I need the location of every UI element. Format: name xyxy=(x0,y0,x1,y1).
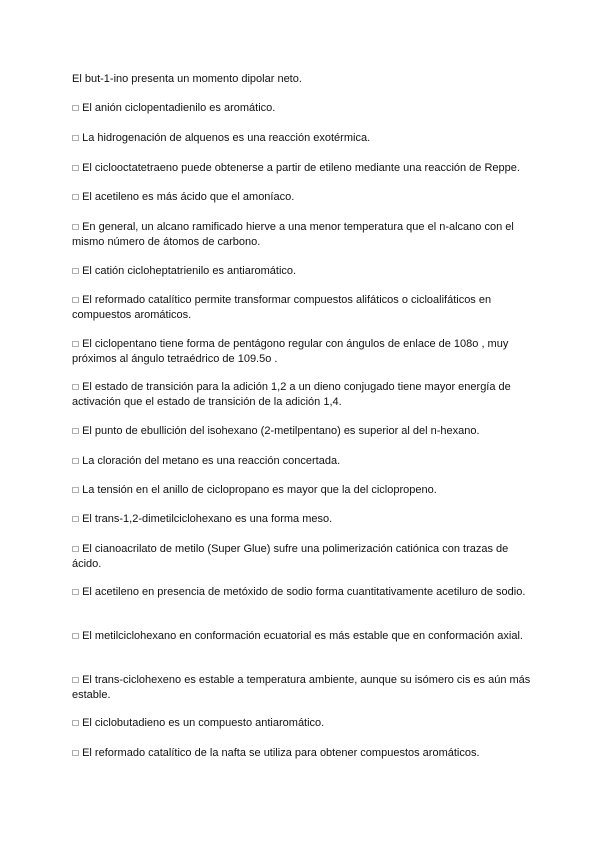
checkbox-icon: □ xyxy=(72,718,80,727)
checkbox-icon: □ xyxy=(72,222,80,231)
statement-item xyxy=(72,512,532,527)
statement-item xyxy=(72,337,532,366)
statement-text: El ciclobutadieno es un compuesto antiaromático. xyxy=(82,717,325,729)
statement-item xyxy=(72,380,532,409)
statement-item xyxy=(72,542,532,571)
checkbox-icon: □ xyxy=(72,163,80,172)
checkbox-icon: □ xyxy=(72,426,80,435)
statement-item xyxy=(72,746,532,761)
checkbox-icon: □ xyxy=(72,339,80,348)
statement-text: El trans-1,2-dimetilciclohexano es una forma meso. xyxy=(82,513,333,525)
checkbox-icon: □ xyxy=(72,485,80,494)
statement-text: El trans-ciclohexeno es estable a temperatura ambiente, aunque su isómero cis es aún más estable. xyxy=(72,674,531,701)
statement-text: El ciclooctatetraeno puede obtenerse a partir de etileno mediante una reacción de Reppe. xyxy=(82,162,520,174)
statement-item xyxy=(72,190,532,205)
statement-text: El catión cicloheptatrienilo es antiaromático. xyxy=(82,265,297,277)
statement-item xyxy=(72,424,532,439)
statement-text: La tensión en el anillo de ciclopropano es mayor que la del ciclopropeno. xyxy=(82,484,437,496)
statement-text: La hidrogenación de alquenos es una reacción exotérmica. xyxy=(82,132,371,144)
statement-item xyxy=(72,673,532,702)
checkbox-icon: □ xyxy=(72,456,80,465)
checkbox-icon: □ xyxy=(72,382,80,391)
statement-text: El ciclopentano tiene forma de pentágono regular con ángulos de enlace de 108o , muy próximos al ángulo tetraédrico de 109.5o . xyxy=(72,338,509,365)
statement-text: En general, un alcano ramificado hierve a una menor temperatura que el n-alcano con el mismo número de átomos de carbono. xyxy=(72,221,514,248)
statement-item xyxy=(72,716,532,731)
statement-text: El anión ciclopentadienilo es aromático. xyxy=(82,102,276,114)
statement-text: La cloración del metano es una reacción concertada. xyxy=(82,455,341,467)
statement-text: El reformado catalítico de la nafta se utiliza para obtener compuestos aromáticos. xyxy=(82,747,480,759)
statement-text: El acetileno en presencia de metóxido de sodio forma cuantitativamente acetiluro de sodio. xyxy=(82,586,526,598)
statement-text: El metilciclohexano en conformación ecuatorial es más estable que en conformación axial. xyxy=(82,630,523,642)
checkbox-icon: □ xyxy=(72,133,80,142)
checkbox-icon: □ xyxy=(72,295,80,304)
statement-text: El acetileno es más ácido que el amoníaco. xyxy=(82,191,295,203)
checkbox-icon: □ xyxy=(72,587,80,596)
checkbox-icon: □ xyxy=(72,514,80,523)
checkbox-icon: □ xyxy=(72,103,80,112)
statement-item xyxy=(72,585,532,600)
statement-item xyxy=(72,264,532,279)
checkbox-icon: □ xyxy=(72,544,80,553)
statement-item xyxy=(72,629,532,644)
checkbox-icon: □ xyxy=(72,266,80,275)
statement-item xyxy=(72,293,532,322)
statement-item xyxy=(72,454,532,469)
checkbox-icon: □ xyxy=(72,675,80,684)
intro-text: El but-1-ino presenta un momento dipolar neto. xyxy=(72,73,302,85)
statement-item xyxy=(72,161,532,176)
checkbox-icon: □ xyxy=(72,631,80,640)
statement-text: El punto de ebullición del isohexano (2-metilpentano) es superior al del n-hexano. xyxy=(82,425,480,437)
statement-text: El estado de transición para la adición 1,2 a un dieno conjugado tiene mayor energía de activación que el estado de transición de la adición 1,4. xyxy=(72,381,511,408)
statement-text: El reformado catalítico permite transformar compuestos alifáticos o cicloalifáticos en compuestos aromáticos. xyxy=(72,294,492,321)
statement-item xyxy=(72,220,532,249)
statement-item xyxy=(72,131,532,146)
statement-text: El cianoacrilato de metilo (Super Glue) sufre una polimerización catiónica con trazas de ácido. xyxy=(72,543,509,570)
intro-statement xyxy=(72,72,532,87)
checkbox-icon: □ xyxy=(72,748,80,757)
checkbox-icon: □ xyxy=(72,192,80,201)
statement-item xyxy=(72,101,532,116)
statement-item xyxy=(72,483,532,498)
